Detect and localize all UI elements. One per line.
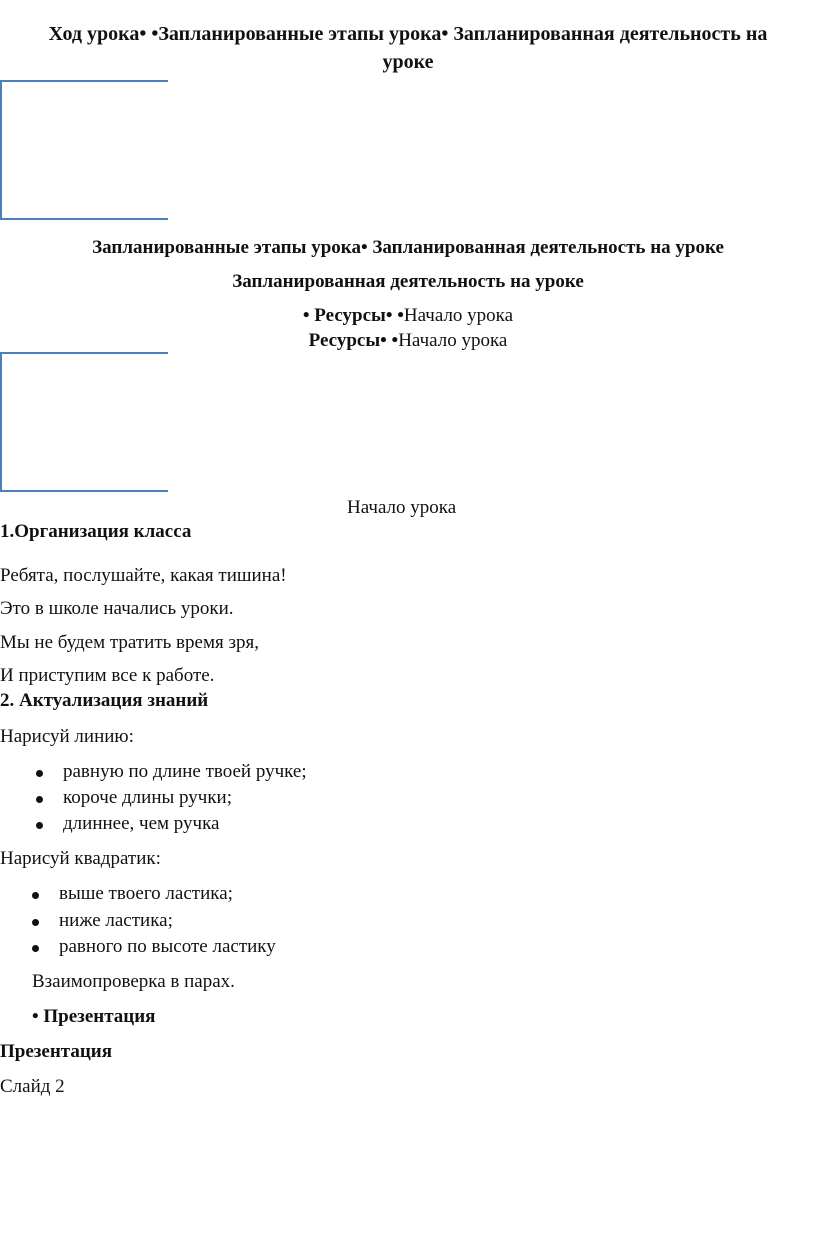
- resources-line-1: [0, 304, 816, 328]
- resources-label: Ресурсы• •: [308, 330, 399, 351]
- bullet-icon: [36, 770, 43, 777]
- page-title: [0, 20, 816, 76]
- square-prompt: Нарисуй квадратик:: [0, 848, 161, 869]
- poem-line: Мы не будем тратить время зря,: [0, 632, 259, 653]
- activity-heading: Запланированная деятельность на уроке: [232, 271, 584, 292]
- presentation-bullet: • Презентация: [32, 1006, 156, 1027]
- empty-frame: [0, 80, 168, 218]
- bullet-icon: [32, 919, 39, 926]
- resources-label: • Ресурсы• •: [302, 305, 404, 326]
- lesson-start-text: Начало урока: [398, 330, 508, 351]
- bullet-icon: [32, 945, 39, 952]
- stages-heading: Запланированные этапы урока• Запланированная деятельность на уроке: [92, 237, 724, 258]
- presentation-heading: Презентация: [0, 1041, 113, 1062]
- peer-check-text: Взаимопроверка в парах.: [32, 971, 235, 992]
- line-prompt: Нарисуй линию:: [0, 726, 134, 747]
- title-line-1: Ход урока• •Запланированные этапы урока• Запланированная деятельность на: [48, 23, 768, 45]
- empty-frame: [0, 352, 168, 490]
- title-line-2: уроке: [382, 51, 434, 73]
- poem-line: И приступим все к работе.: [0, 665, 215, 686]
- poem-line: Ребята, послушайте, какая тишина!: [0, 565, 287, 586]
- resources-line-2: [0, 329, 816, 353]
- poem-line: Это в школе начались уроки.: [0, 598, 234, 619]
- slide-label: Слайд 2: [0, 1076, 65, 1097]
- section-title: 2. Актуализация знаний: [0, 690, 209, 711]
- bullet-icon: [32, 892, 39, 899]
- bullet-icon: [36, 822, 43, 829]
- lesson-start-text: Начало урока: [403, 305, 514, 326]
- section-title: 1.Организация класса: [0, 521, 192, 542]
- bullet-icon: [36, 796, 43, 803]
- lesson-start-heading: Начало урока: [347, 497, 457, 518]
